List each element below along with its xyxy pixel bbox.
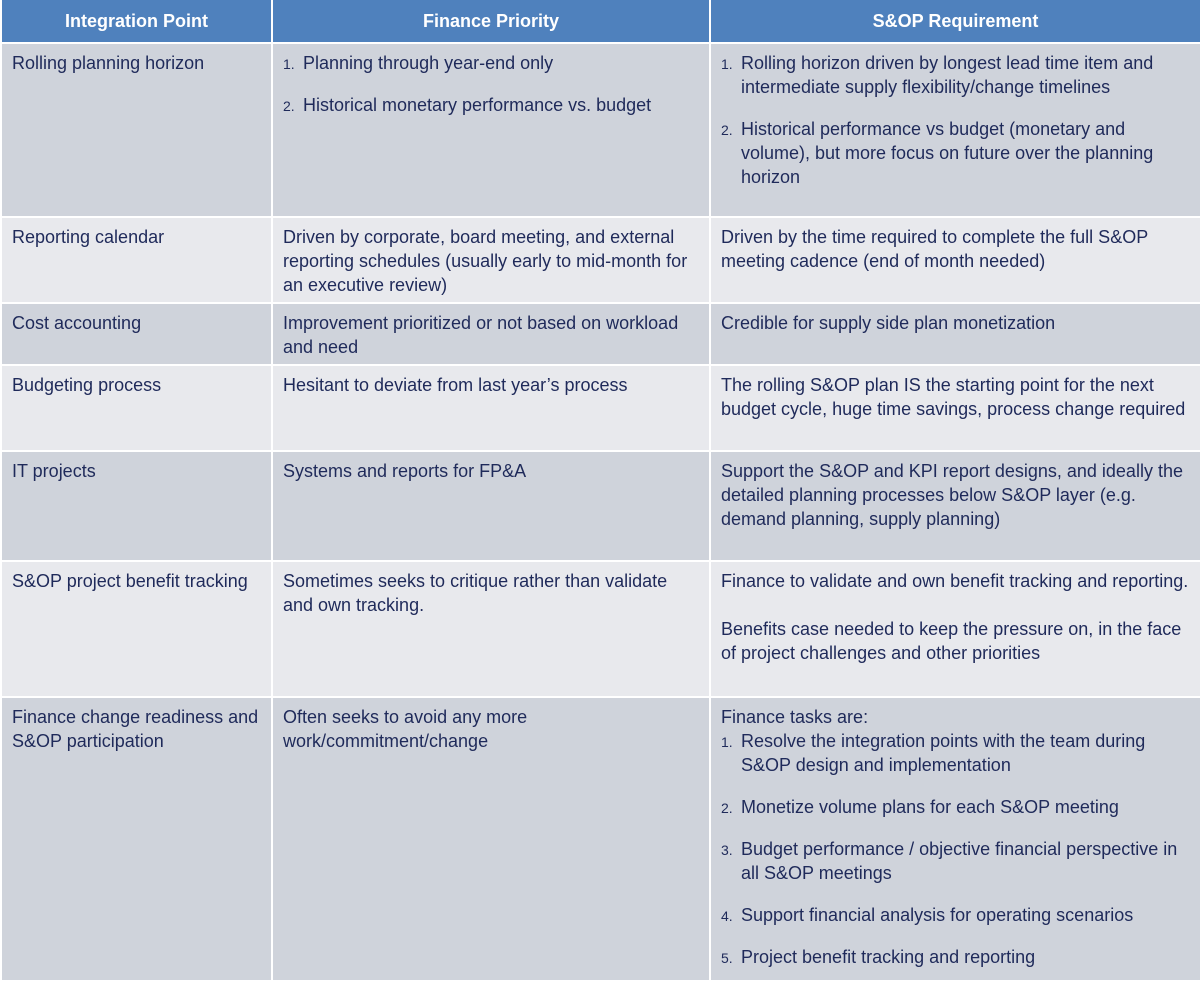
list-item: 2. Monetize volume plans for each S&OP meeting	[721, 797, 1119, 817]
integration-point-cell: Rolling planning horizon	[1, 43, 272, 217]
list-item: 2. Historical performance vs budget (monetary and volume), but more focus on future over the planning horizon	[721, 119, 1154, 187]
header-finance-priority: Finance Priority	[272, 0, 710, 43]
finance-priority-cell: Driven by corporate, board meeting, and external reporting schedules (usually early to mid-month for an executive review)	[272, 217, 710, 303]
header-row	[1, 0, 1200, 43]
list-item: 3. Budget performance / objective financial perspective in all S&OP meetings	[721, 839, 1178, 883]
finance-priority-cell: Hesitant to deviate from last year’s process	[272, 365, 710, 451]
sop-requirement-cell: Credible for supply side plan monetization	[710, 303, 1200, 365]
table-row	[1, 217, 1200, 303]
integration-point-cell: Finance change readiness and S&OP participation	[1, 697, 272, 981]
finance-tasks-list	[721, 729, 1190, 969]
integration-point-cell: IT projects	[1, 451, 272, 561]
table-row	[1, 451, 1200, 561]
list-item: 4. Support financial analysis for operating scenarios	[721, 905, 1134, 925]
table-row	[1, 303, 1200, 365]
sop-requirement-cell: Support the S&OP and KPI report designs, and ideally the detailed planning processes below S&OP layer (e.g. demand planning, supply planning)	[710, 451, 1200, 561]
list-item: 2. Historical monetary performance vs. budget	[283, 95, 652, 115]
sop-requirement-cell: Driven by the time required to complete the full S&OP meeting cadence (end of month needed)	[710, 217, 1200, 303]
table-row	[1, 365, 1200, 451]
header-sop-requirement: S&OP Requirement	[710, 0, 1200, 43]
integration-point-cell: Reporting calendar	[1, 217, 272, 303]
finance-priority-cell: Often seeks to avoid any more work/commitment/change	[272, 697, 710, 981]
table-row	[1, 561, 1200, 697]
sop-requirement-cell: Finance to validate and own benefit tracking and reporting. Benefits case needed to keep the pressure on, in the face of project challenges and other priorities	[710, 561, 1200, 697]
finance-tasks-intro: Finance tasks are:	[721, 707, 869, 727]
finance-priority-cell: Sometimes seeks to critique rather than validate and own tracking.	[272, 561, 710, 697]
finance-priority-cell: Systems and reports for FP&A	[272, 451, 710, 561]
integration-point-cell: Cost accounting	[1, 303, 272, 365]
list-item: 1. Planning through year-end only	[283, 53, 554, 73]
sop-requirement-cell	[710, 697, 1200, 981]
list-item: 5. Project benefit tracking and reporting	[721, 947, 1036, 967]
integration-point-cell: Budgeting process	[1, 365, 272, 451]
list-item: 1. Resolve the integration points with the team during S&OP design and implementation	[721, 731, 1146, 775]
header-integration-point: Integration Point	[1, 0, 272, 43]
sop-requirement-cell: The rolling S&OP plan IS the starting point for the next budget cycle, huge time savings, process change required	[710, 365, 1200, 451]
integration-point-cell: S&OP project benefit tracking	[1, 561, 272, 697]
table-row	[1, 697, 1200, 981]
finance-priority-list	[283, 51, 699, 117]
sop-requirement-list	[721, 51, 1190, 189]
finance-priority-cell: Improvement prioritized or not based on workload and need	[272, 303, 710, 365]
list-item: 1. Rolling horizon driven by longest lead time item and intermediate supply flexibility/change timelines	[721, 53, 1154, 97]
finance-priority-cell	[272, 43, 710, 217]
table-row	[1, 43, 1200, 217]
sop-requirement-cell	[710, 43, 1200, 217]
